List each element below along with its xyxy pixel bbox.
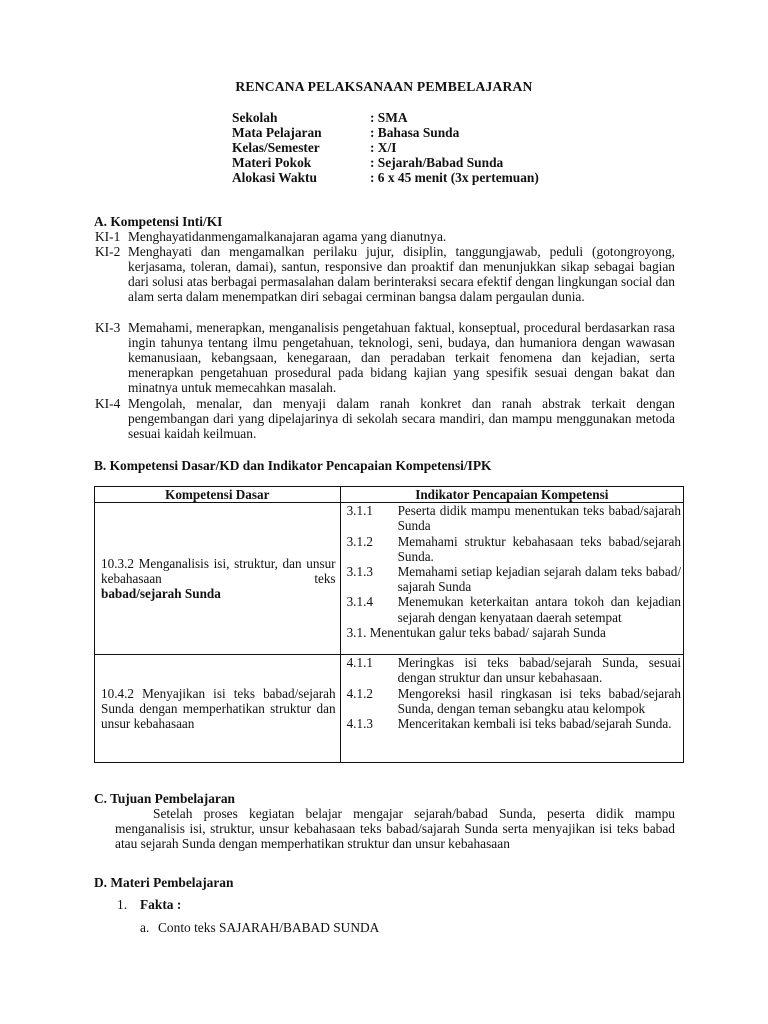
ki-2-text: Menghayati dan mengamalkan perilaku jujur, disiplin, tanggungjawab, peduli (gotongroyong, kerjasama, toleran, damai), santun, responsive dan proaktif dan menunjukkan sikap sebagai bagian dari solusi atas berbagai permasalahan dalam berinteraksi secara efektif dengan lingkungan social dan alam serta dalam menempatkan diri sebagai cerminan bangsa dalam pergaulan dunia.	[128, 244, 675, 304]
indicator-number: 3.1.2	[346, 533, 373, 549]
info-label: Mata Pelajaran	[232, 125, 322, 140]
list-letter: a.	[140, 920, 150, 935]
fakta-label: Fakta :	[140, 897, 182, 912]
indicator-text: Memahami setiap kejadian sejarah dalam teks babad/ sajarah Sunda	[397, 564, 681, 595]
section-c-heading: C. Tujuan Pembelajaran	[94, 791, 235, 806]
list-number: 1.	[117, 897, 128, 912]
page-title: RENCANA PELAKSANAAN PEMBELAJARAN	[235, 79, 533, 94]
info-value: : 6 x 45 menit (3x pertemuan)	[370, 170, 539, 185]
table-row	[95, 655, 684, 763]
indicator-text: Memahami struktur kebahasaan teks babad/sejarah Sunda.	[397, 533, 681, 564]
indicator-item	[347, 655, 681, 685]
indicator-item	[347, 625, 681, 640]
kd-cell	[95, 655, 341, 763]
column-header-kd: Kompetensi Dasar	[95, 487, 341, 503]
info-label: Materi Pokok	[232, 155, 312, 170]
section-b-heading: B. Kompetensi Dasar/KD dan Indikator Pencapaian Kompetensi/IPK	[94, 458, 492, 473]
section-c-text: Setelah proses kegiatan belajar mengajar sejarah/babad Sunda, peserta didik mampu menganalisis isi, struktur, unsur kebahasaan teks babad/sajarah Sunda serta menyajikan isi teks babad atau sejarah Sunda dengan memperhatikan struktur dan unsur kebahasaan	[115, 806, 675, 851]
indicator-number: 3.1.3	[346, 564, 373, 580]
indicator-cell	[340, 503, 683, 655]
table-header-row	[95, 487, 684, 503]
indicator-number: 3.1.1	[346, 503, 373, 519]
ki-1-text: Menghayatidanmengamalkanajaran agama yang dianutnya.	[128, 229, 447, 244]
ki-1-label: KI-1	[95, 229, 121, 244]
indicator-number: 4.1.1	[346, 655, 373, 671]
info-label: Kelas/Semester	[232, 140, 320, 155]
ki-3-text: Memahami, menerapkan, menganalisis pengetahuan faktual, konseptual, procedural berdasarkan rasa ingin tahunya tentang ilmu pengetahuan, teknologi, seni, budaya, dan humaniora dengan wawasan kemanusiaan, kebangsaan, kenegaraan, dan peradaban terkait fenomena dan kejadian, serta menerapkan pengetahuan prosedural pada bidang kajian yang spesifik sesuai dengan bakat dan minatnya untuk memecahkan masalah.	[128, 320, 675, 395]
indicator-item	[347, 686, 681, 716]
kd-text-bold: babad/sejarah Sunda	[101, 586, 221, 602]
indicator-text: Mengoreksi hasil ringkasan isi teks babad/sejarah Sunda, dengan teman sebangku atau kelompok	[397, 685, 681, 716]
indicator-text: Meringkas isi teks babad/sejarah Sunda, sesuai dengan struktur dan unsur kebahasaan.	[397, 655, 681, 686]
indicator-item	[347, 503, 681, 533]
contoh-teks-item: Conto teks SAJARAH/BABAD SUNDA	[158, 920, 380, 935]
info-value: : SMA	[370, 110, 408, 125]
indicator-text: Menentukan galur teks babad/ sajarah Sunda	[369, 624, 606, 640]
info-value: : X/I	[370, 140, 397, 155]
section-d-heading: D. Materi Pembelajaran	[94, 875, 234, 890]
indicator-cell	[340, 655, 683, 763]
indicator-text: Menemukan keterkaitan antara tokoh dan kejadian sejarah dengan kenyataan daerah setempat	[397, 594, 681, 625]
kd-cell	[95, 503, 341, 655]
table-row	[95, 503, 684, 655]
indicator-item	[347, 594, 681, 624]
ki-4-text: Mengolah, menalar, dan menyaji dalam ranah konkret dan ranah abstrak terkait dengan pengembangan dari yang dipelajarinya di sekolah secara mandiri, dan mampu menggunakan metoda sesuai kaidah keilmuan.	[128, 396, 675, 441]
info-value: : Sejarah/Babad Sunda	[370, 155, 504, 170]
indicator-text: Menceritakan kembali isi teks babad/sejarah Sunda.	[397, 716, 672, 732]
info-label: Sekolah	[232, 110, 278, 125]
indicator-item	[347, 564, 681, 594]
kd-table	[94, 486, 684, 763]
indicator-number: 4.1.2	[346, 685, 373, 701]
indicator-item	[347, 534, 681, 564]
indicator-number: 4.1.3	[346, 716, 373, 732]
kd-text: 10.4.2 Menyajikan isi teks babad/sejarah Sunda dengan memperhatikan struktur dan unsur kebahasaan	[101, 685, 336, 732]
info-label: Alokasi Waktu	[232, 170, 317, 185]
kd-text: 10.3.2 Menganalisis isi, struktur, dan unsur kebahasaan teks	[101, 555, 336, 587]
indicator-item	[347, 716, 681, 731]
info-value: : Bahasa Sunda	[370, 125, 460, 140]
column-header-ipk: Indikator Pencapaian Kompetensi	[340, 487, 683, 503]
ki-3-label: KI-3	[95, 320, 121, 335]
section-a-heading: A. Kompetensi Inti/KI	[94, 214, 223, 229]
indicator-number: 3.1.4	[346, 594, 373, 610]
indicator-text: Peserta didik mampu menentukan teks babad/sajarah Sunda	[397, 503, 681, 534]
indicator-number: 3.1.	[346, 624, 367, 640]
ki-4-label: KI-4	[95, 396, 121, 411]
ki-2-label: KI-2	[95, 244, 121, 259]
